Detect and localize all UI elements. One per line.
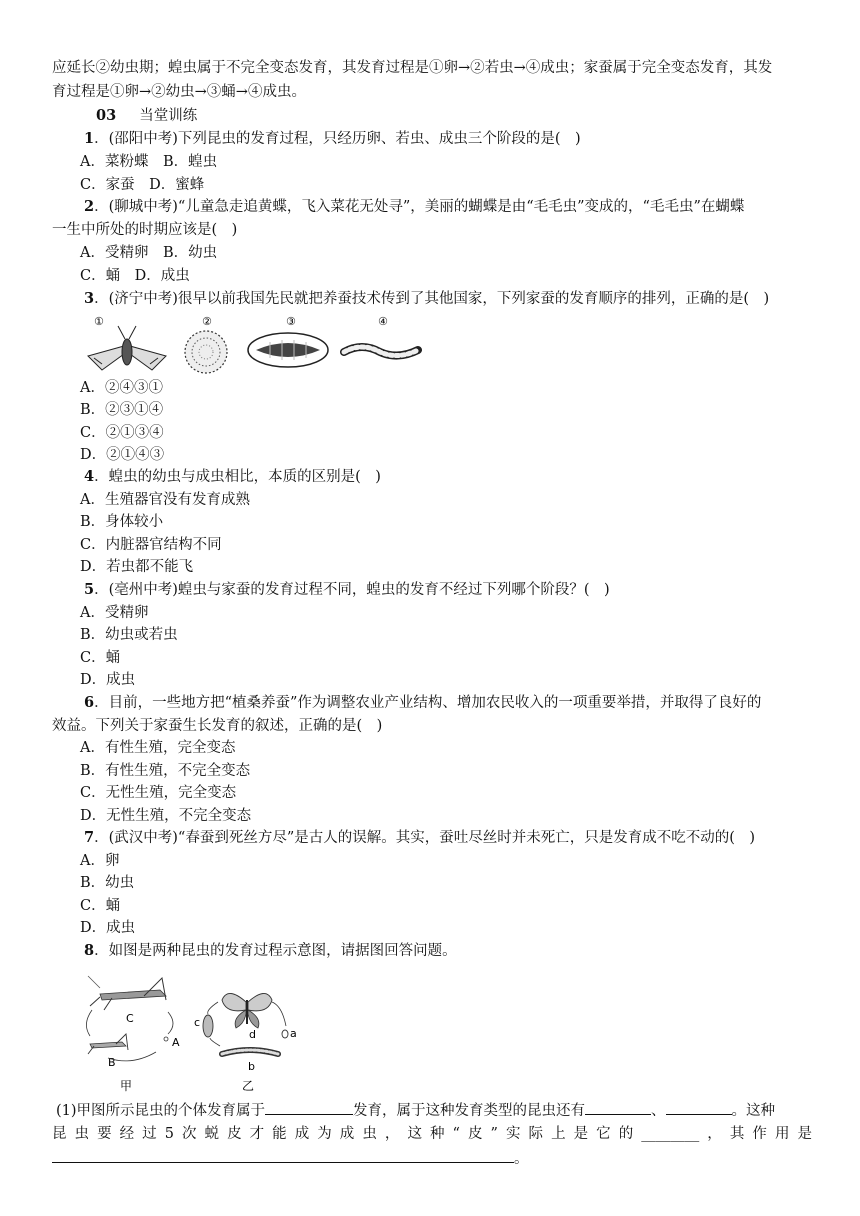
stage-label-b: b: [248, 1060, 255, 1073]
question-8-part-1-line-2: 昆虫要经过5次蜕皮才能成为成虫，这种“皮”实际上是它的________，其作用是: [52, 1126, 812, 1142]
question-4-option-c: C．内脏器官结构不同: [80, 537, 222, 553]
question-4-option-d: D．若虫都不能飞: [80, 559, 194, 575]
adult-grasshopper-icon: [88, 976, 166, 1010]
chrysalis-icon: [203, 1015, 213, 1037]
question-5-option-c: C．蛹: [80, 650, 121, 666]
cycle-arrow-icon: [208, 1002, 218, 1014]
butterfly-icon: [222, 993, 272, 1028]
stage-label-c: C: [126, 1012, 134, 1025]
question-3-option-c: C．②①③④: [80, 425, 164, 441]
cycle-arrow-icon: [210, 1038, 220, 1046]
answer-blank[interactable]: [585, 1100, 651, 1115]
question-3-option-a: A．②④③①: [80, 380, 163, 396]
question-3-stem: 3．(济宁中考)很早以前我国先民就把养蚕技术传到了其他国家，下列家蚕的发育顺序的排列，正确的是( ): [84, 290, 770, 307]
question-5-option-a: A．受精卵: [80, 605, 149, 621]
question-2-stem-line-1: 2．(聊城中考)“儿童急走追黄蝶，飞入菜花无处寻”，美丽的蝴蝶是由“毛毛虫”变成的，“毛毛虫”在蝴蝶: [84, 198, 745, 215]
question-1-options-row-1: A．菜粉蝶 B．蝗虫: [80, 154, 218, 170]
question-7-option-d: D．成虫: [80, 920, 136, 936]
question-7-option-c: C．蛹: [80, 898, 121, 914]
cycle-arrow-icon: [86, 1010, 92, 1036]
figure-label-2: ②: [202, 315, 212, 328]
moth-icon: [88, 326, 166, 370]
cycle-arrow-icon: [168, 1012, 173, 1034]
question-3-option-b: B．②③①④: [80, 402, 164, 418]
question-6-stem-line-1: 6．目前，一些地方把“植桑养蚕”作为调整农业产业结构、增加农民收入的一项重要举措，并取得了良好的: [84, 694, 762, 711]
larva-icon: [344, 347, 418, 356]
cycle-arrow-icon: [272, 1002, 286, 1026]
insect-development-figure: [82, 966, 322, 1094]
stage-label-d: d: [249, 1028, 256, 1041]
intro-line-1: 应延长②幼虫期；蝗虫属于不完全变态发育，其发育过程是①卵→②若虫→④成虫；家蚕属于完全变态发育，其发: [52, 60, 773, 76]
question-8-part-1-line-1: (1)甲图所示昆虫的个体发育属于 发育，属于这种发育类型的昆虫还有 、 。这种: [56, 1100, 775, 1121]
question-2-stem-line-2: 一生中所处的时期应该是( ): [52, 222, 238, 238]
silkworm-stages-figure: [80, 312, 430, 374]
nymph-icon: [88, 1034, 128, 1054]
pupa-icon: [248, 333, 328, 367]
question-8-part-1-line-3: 。: [52, 1148, 529, 1169]
stage-label-a: A: [172, 1036, 180, 1049]
figure-caption-yi: 乙: [242, 1079, 255, 1093]
section-title: 当堂训练: [139, 108, 198, 124]
caterpillar-icon: [222, 1050, 278, 1054]
question-4-option-a: A．生殖器官没有发育成熟: [80, 492, 250, 508]
stage-label-b: B: [108, 1056, 116, 1069]
question-7-stem: 7．(武汉中考)“春蚕到死丝方尽”是古人的误解。其实，蚕吐尽丝时并未死亡，只是发育成不吃不动的( ): [84, 829, 756, 846]
question-7-option-a: A．卵: [80, 853, 120, 869]
stage-label-a: a: [290, 1027, 297, 1040]
question-5-option-b: B．幼虫或若虫: [80, 627, 178, 643]
egg-icon: [164, 1037, 168, 1041]
eggs-icon: [185, 331, 227, 373]
figure-label-3: ③: [286, 315, 296, 328]
section-number: 03: [96, 107, 117, 124]
question-8-stem: 8．如图是两种昆虫的发育过程示意图，请据图回答问题。: [84, 942, 457, 959]
question-6-stem-line-2: 效益。下列关于家蚕生长发育的叙述，正确的是( ): [52, 718, 383, 734]
answer-blank[interactable]: [265, 1100, 353, 1115]
question-4-stem: 4．蝗虫的幼虫与成虫相比，本质的区别是( ): [84, 468, 381, 485]
question-4-option-b: B．身体较小: [80, 514, 164, 530]
grasshopper-cycle-diagram: [86, 976, 180, 1093]
question-6-option-c: C．无性生殖，完全变态: [80, 785, 237, 801]
butterfly-cycle-diagram: [194, 993, 297, 1093]
question-5-stem: 5．(亳州中考)蝗虫与家蚕的发育过程不同，蝗虫的发育不经过下列哪个阶段？( ): [84, 581, 610, 598]
answer-blank[interactable]: [52, 1148, 514, 1163]
egg-icon: [282, 1030, 288, 1038]
section-heading: [96, 106, 197, 126]
answer-blank[interactable]: [666, 1100, 732, 1115]
stage-label-c: c: [194, 1016, 201, 1029]
question-2-options-row-1: A．受精卵 B．幼虫: [80, 245, 218, 261]
figure-label-1: ①: [94, 315, 104, 328]
question-1-options-row-2: C．家蚕 D．蜜蜂: [80, 177, 205, 193]
question-1-stem: 1．(邵阳中考)下列昆虫的发育过程，只经历卵、若虫、成虫三个阶段的是( ): [84, 130, 581, 147]
question-6-option-b: B．有性生殖，不完全变态: [80, 763, 251, 779]
question-2-options-row-2: C．蛹 D．成虫: [80, 268, 190, 284]
question-3-option-d: D．②①④③: [80, 447, 165, 463]
figure-caption-jia: 甲: [120, 1079, 133, 1093]
intro-line-2: 育过程是①卵→②幼虫→③蛹→④成虫。: [52, 84, 306, 100]
figure-label-4: ④: [378, 315, 388, 328]
question-5-option-d: D．成虫: [80, 672, 136, 688]
question-6-option-a: A．有性生殖，完全变态: [80, 740, 236, 756]
question-6-option-d: D．无性生殖，不完全变态: [80, 808, 252, 824]
question-7-option-b: B．幼虫: [80, 875, 135, 891]
